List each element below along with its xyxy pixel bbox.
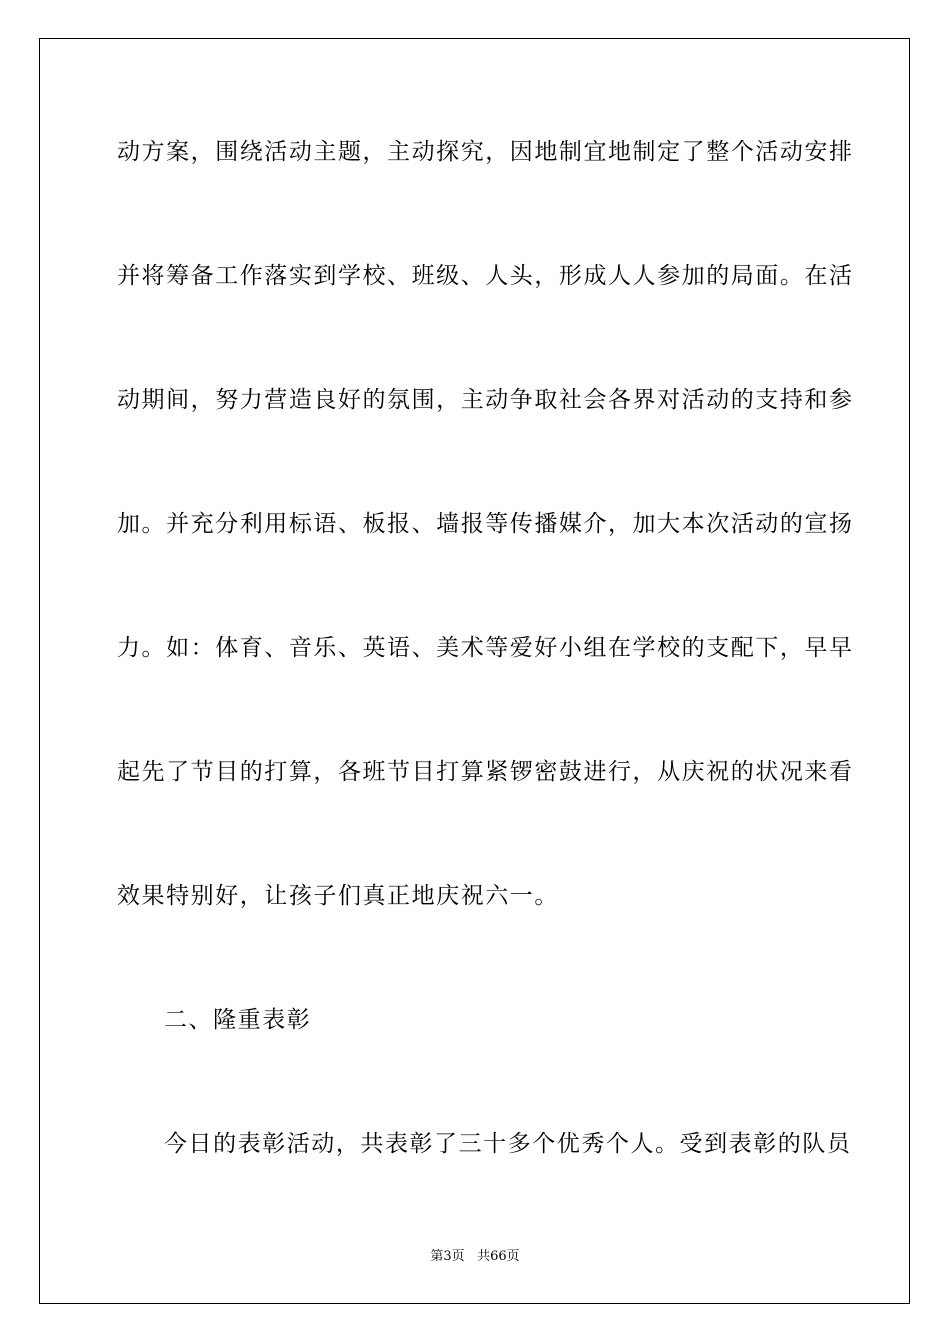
body-line-2: 并将筹备工作落实到学校、班级、人头，形成人人参加的局面。在活 xyxy=(117,263,854,289)
page-border xyxy=(39,38,910,1304)
body-line-7: 效果特别好，让孩子们真正地庆祝六一。 xyxy=(117,883,559,909)
body-line-8: 今日的表彰活动，共表彰了三十多个优秀个人。受到表彰的队员 xyxy=(164,1131,852,1157)
page-total: 共66页 xyxy=(477,1249,520,1264)
body-line-5: 力。如：体育、音乐、英语、美术等爱好小组在学校的支配下，早早 xyxy=(117,635,854,661)
section-heading: 二、隆重表彰 xyxy=(164,1007,312,1033)
body-line-3: 动期间，努力营造良好的氛围，主动争取社会各界对活动的支持和参 xyxy=(117,387,854,413)
page-footer xyxy=(0,1248,950,1266)
page-number: 第3页 xyxy=(430,1249,465,1264)
body-line-4: 加。并充分利用标语、板报、墙报等传播媒介，加大本次活动的宣扬 xyxy=(117,511,854,537)
body-line-6: 起先了节目的打算，各班节目打算紧锣密鼓进行，从庆祝的状况来看 xyxy=(117,759,854,785)
body-line-1: 动方案，围绕活动主题，主动探究，因地制宜地制定了整个活动安排 xyxy=(117,139,854,165)
